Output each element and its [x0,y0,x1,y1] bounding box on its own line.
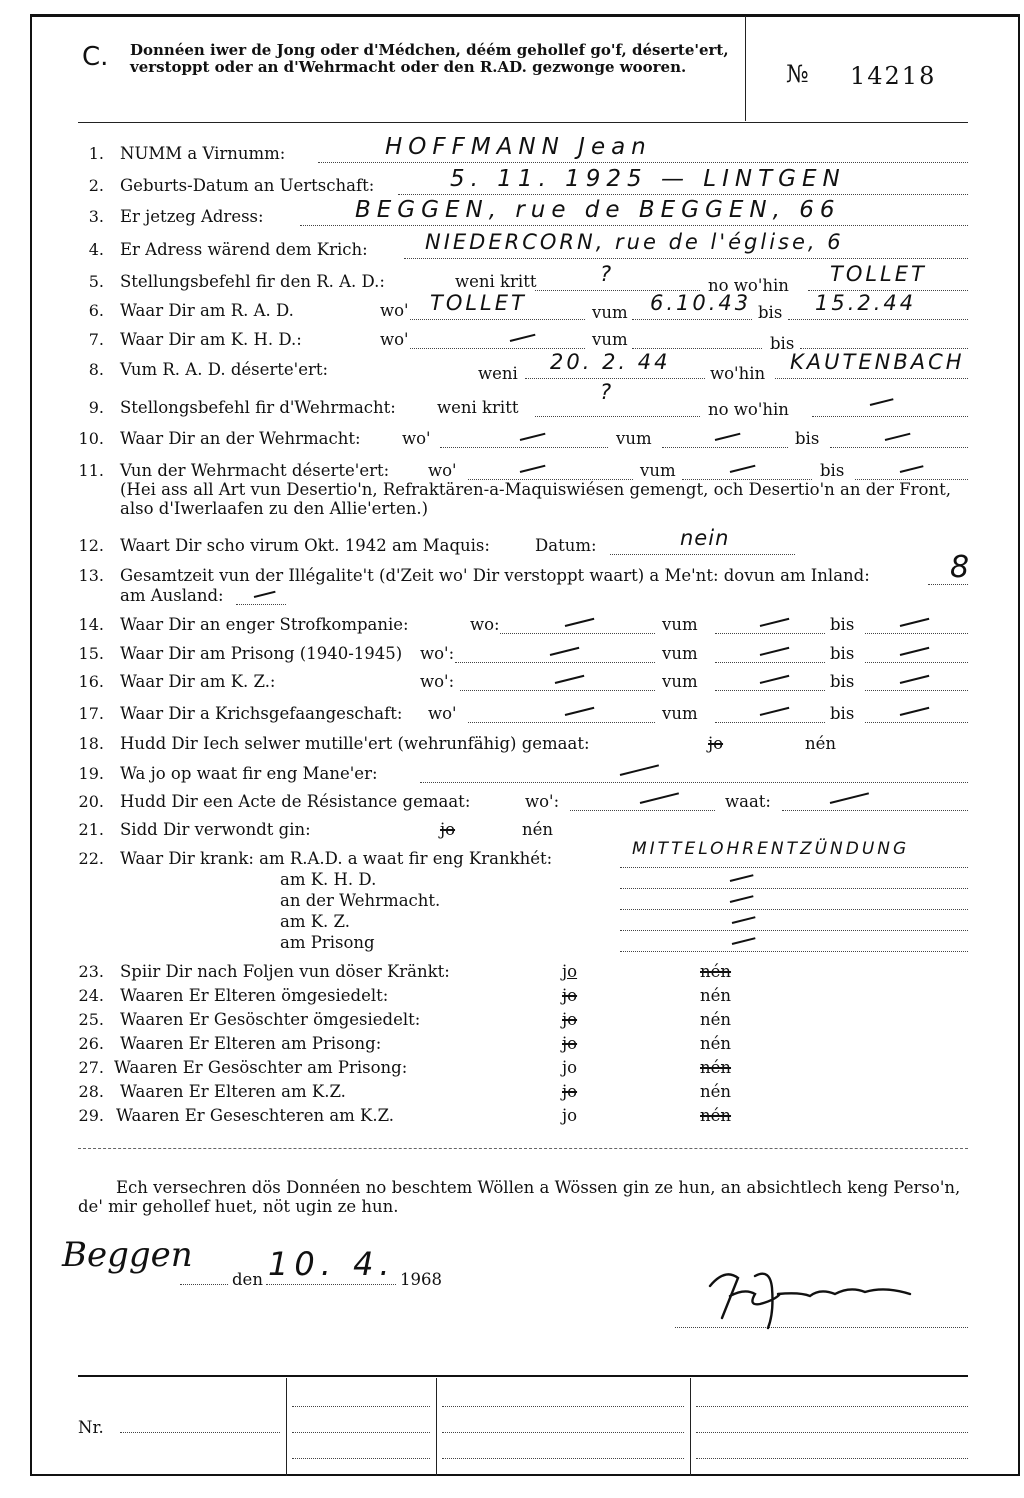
row-number: 1. [88,144,104,163]
row-label: Waaren Er Geseschteren am K.Z. [116,1106,395,1125]
row-label: Gesamtzeit vun der Illégalite't (d'Zeit wo' Dir verstoppt waart) a Me'nt: dovun am Inland: [120,566,870,585]
signature-place: Beggen [62,1235,193,1275]
year-label: 1968 [400,1270,442,1289]
row-3 [0,197,1024,227]
row-number: 23. [78,962,104,981]
field-line[interactable] [460,668,655,691]
from-label: vum [662,704,698,723]
row-number: 4. [88,240,104,259]
answer-yes[interactable]: jo [562,1034,578,1053]
sub-label: am K. Z. [280,912,350,931]
row-label: Waaren Er Elteren am Prisong: [120,1034,382,1053]
row-number: 24. [78,986,104,1005]
row-29 [0,1102,1024,1126]
where-label: wo' [402,429,431,448]
answer-yes[interactable]: jo [708,734,724,753]
field-line[interactable] [468,457,633,480]
row-24 [0,982,1024,1006]
den-label: den [232,1270,263,1289]
answer-no[interactable]: nén [805,734,837,753]
footer-field[interactable] [442,1384,684,1407]
row-8 [0,350,1024,383]
row-label: Wa jo op waat fir eng Mane'er: [120,764,378,783]
row-22-sub-4 [0,929,1024,953]
field-line[interactable] [812,394,968,417]
row-label: am Ausland: [120,586,224,605]
footer-field[interactable] [442,1410,684,1433]
field-value-birth: 5. 11. 1925 — LINTGEN [450,166,846,192]
from-label: vum [662,615,698,634]
answer-yes[interactable]: jo [562,986,578,1005]
row-10 [0,425,1024,449]
date-label: Datum: [535,536,597,555]
row-4 [0,230,1024,260]
answer-yes[interactable]: jo [440,820,456,839]
nr-label: Nr. [78,1418,104,1437]
to-label: bis [795,429,820,448]
field-line[interactable] [620,866,968,889]
row-label: Vum R. A. D. déserte'ert: [120,360,329,379]
desertion-note: (Hei ass all Art vun Desertio'n, Refraktären-a-Maquiswiésen gemengt, och Desertio'n an der Front, also d'Iwerlaafen zu den Allie'erten.) [120,480,951,518]
row-number: 28. [78,1082,104,1101]
where-label: wo' [428,461,457,480]
field-value: 20. 2. 44 [550,350,671,374]
row-label: Spiir Dir nach Foljen vun döser Kränkt: [120,962,450,981]
section-letter: C. [82,42,109,72]
row-label: Vun der Wehrmacht déserte'ert: [120,461,390,480]
when-label: weni kritt [437,398,519,417]
row-label: Stellongsbefehl fir d'Wehrmacht: [120,398,396,417]
row-20 [0,788,1024,812]
row-label: Waaren Er Gesöschter am Prisong: [114,1058,408,1077]
row-label: Waar Dir am Prisong (1940-1945) [120,644,403,663]
field-value: 8 [950,550,976,585]
from-label: vum [662,644,698,663]
answer-no[interactable]: nén [700,1010,732,1029]
where-label: no wo'hin [708,400,789,419]
row-25 [0,1006,1024,1030]
row-number: 17. [78,704,104,723]
to-label: bis [758,303,783,322]
where-label: no wo'hin [708,276,789,295]
answer-yes[interactable]: jo [562,1106,578,1125]
row-label: Waar Dir an enger Strofkompanie: [120,615,409,634]
answer-no[interactable]: nén [700,1058,732,1077]
where-label: wo: [470,615,500,634]
nr-field[interactable] [120,1410,280,1433]
header-rule [78,122,968,123]
declaration-text: Ech versechren dös Donnéen no beschtem Wöllen a Wössen gin ze hun, an absichtlech keng Perso'n, de' mir gehollef huet, nöt ugin ze hun. [78,1178,961,1216]
answer-no[interactable]: nén [700,962,732,981]
when-label: weni kritt [455,272,537,291]
row-number: 3. [88,207,104,226]
field-line[interactable] [570,788,715,811]
footer-field[interactable] [292,1410,430,1433]
row-13-abroad [0,582,1024,606]
footer-field[interactable] [696,1384,968,1407]
sub-label: am K. H. D. [280,870,377,889]
answer-yes[interactable]: jo [562,962,578,981]
row-14 [0,611,1024,635]
answer-no[interactable]: nén [522,820,554,839]
row-label: Waaren Er Gesöschter ömgesiedelt: [120,1010,421,1029]
row-label: Waar Dir krank: am R.A.D. a waat fir eng Krankhét: [120,849,553,868]
row-11 [0,457,1024,481]
when-label: weni [478,364,518,383]
footer-col-1 [286,1378,287,1476]
row-28 [0,1078,1024,1102]
where-label: wo': [420,644,455,663]
footer-field[interactable] [292,1436,430,1459]
row-number: 16. [78,672,104,691]
row-23 [0,958,1024,982]
from-label: vum [592,330,628,349]
field-line[interactable] [782,788,968,811]
answer-no[interactable]: nén [700,1034,732,1053]
field-value: ? [600,262,615,286]
row-label: Geburts-Datum an Uertschaft: [120,176,375,195]
row-label: Hudd Dir een Acte de Résistance gemaat: [120,792,471,811]
row-number: 8. [88,360,104,379]
row-label: Hudd Dir Iech selwer mutille'ert (wehrunfähig) gemaat: [120,734,590,753]
header-divider [745,16,746,121]
row-7 [0,326,1024,353]
to-label: bis [830,704,855,723]
row-label: Sidd Dir verwondt gin: [120,820,311,839]
answer-yes[interactable]: jo [562,1082,578,1101]
row-number: 9. [88,398,104,417]
from-label: vum [592,303,628,322]
row-9 [0,380,1024,419]
footer-field[interactable] [696,1410,968,1433]
where-label: wo' [380,330,409,349]
to-label: bis [770,334,795,353]
row-12 [0,526,1024,556]
field-value: ? [600,380,615,404]
field-line[interactable] [620,908,968,931]
field-value: 6.10.43 [650,291,752,315]
row-label: Waaren Er Elteren ömgesiedelt: [120,986,389,1005]
row-number: 15. [78,644,104,663]
to-label: bis [830,672,855,691]
row-number: 22. [78,849,104,868]
section-divider [78,1148,968,1149]
field-value-war-address: NIEDERCORN, rue de l'église, 6 [425,230,844,254]
row-number: 10. [78,429,104,448]
row-label: Waar Dir a Krichsgefaangeschaft: [120,704,403,723]
row-number: 2. [88,176,104,195]
row-number: 20. [78,792,104,811]
row-number: 5. [88,272,104,291]
row-number: 27. [78,1058,104,1077]
row-5 [0,262,1024,295]
row-number: 19. [78,764,104,783]
row-number: 21. [78,820,104,839]
signature-icon [700,1258,930,1333]
answer-yes[interactable]: jo [562,1010,578,1029]
row-label: Waar Dir am K. Z.: [120,672,276,691]
place-line[interactable] [180,1262,228,1285]
row-number: 13. [78,566,104,585]
row-number: 12. [78,536,104,555]
from-label: vum [640,461,676,480]
footer-field[interactable] [442,1436,684,1459]
to-label: bis [830,644,855,663]
row-label: Stellungsbefehl fir den R. A. D.: [120,272,385,291]
row-number: 14. [78,615,104,634]
form-number: 14218 [850,62,937,90]
row-18 [0,730,1024,754]
where-label: wo'hin [710,364,766,383]
answer-no[interactable]: nén [700,986,732,1005]
field-value: KAUTENBACH [790,350,965,374]
field-line[interactable] [800,326,968,349]
row-17 [0,700,1024,724]
field-value: 15.2.44 [815,291,917,315]
sub-label: am Prisong [280,933,375,952]
number-label: № [786,60,811,88]
row-2 [0,166,1024,196]
field-value-illness: MITTELOHRENTZÜNDUNG [632,839,910,859]
row-label: Waar Dir am R. A. D. [120,301,294,320]
row-label: Er jetzeg Adress: [120,207,264,226]
row-21 [0,816,1024,840]
where-label: wo': [420,672,455,691]
row-label: Waart Dir scho virum Okt. 1942 am Maquis: [120,536,490,555]
row-15 [0,640,1024,664]
row-number: 6. [88,301,104,320]
form-title: Donnéen iwer de Jong oder d'Médchen, déém gehollef go'f, déserte'ert, verstoppt oder an d'Wehrmacht oder den R.AD. gezwonge wooren. [130,41,729,76]
what-label: waat: [725,792,771,811]
row-label: Er Adress wärend dem Krich: [120,240,368,259]
row-number: 29. [78,1106,104,1125]
field-line[interactable] [535,268,700,291]
field-line[interactable] [410,326,585,349]
row-26 [0,1030,1024,1054]
field-value: TOLLET [430,291,527,315]
row-number: 11. [78,461,104,480]
row-19 [0,760,1024,784]
row-label: Waar Dir am K. H. D.: [120,330,302,349]
answer-no[interactable]: nén [700,1082,732,1101]
from-label: vum [616,429,652,448]
row-16 [0,668,1024,692]
field-value: TOLLET [830,262,927,286]
to-label: bis [820,461,845,480]
where-label: wo': [525,792,560,811]
to-label: bis [830,615,855,634]
field-line[interactable] [620,929,968,952]
field-line[interactable] [468,700,655,723]
footer-field[interactable] [292,1384,430,1407]
row-number: 26. [78,1034,104,1053]
footer-rule [78,1375,968,1377]
field-line[interactable] [420,760,968,783]
field-line[interactable] [440,425,608,448]
row-label: NUMM a Virnumm: [120,144,286,163]
row-number: 7. [88,330,104,349]
field-value-name: HOFFMANN Jean [385,134,652,160]
footer-col-2 [436,1378,437,1476]
row-label: Waar Dir an der Wehrmacht: [120,429,361,448]
from-label: vum [662,672,698,691]
where-label: wo' [380,301,409,320]
row-6 [0,291,1024,322]
row-number: 25. [78,1010,104,1029]
row-label: Waaren Er Elteren am K.Z. [120,1082,346,1101]
footer-field[interactable] [696,1436,968,1459]
sub-label: an der Wehrmacht. [280,891,441,910]
row-27 [0,1054,1024,1078]
footer-col-3 [690,1378,691,1476]
signature-date: 10. 4. [268,1245,396,1283]
where-label: wo' [428,704,457,723]
row-1 [0,134,1024,164]
field-line[interactable] [620,887,968,910]
field-value: nein [680,526,730,550]
field-value-address: BEGGEN, rue de BEGGEN, 66 [355,197,841,223]
field-line[interactable] [535,394,700,417]
answer-no[interactable]: nén [700,1106,732,1125]
field-line[interactable] [632,326,762,349]
answer-yes[interactable]: jo [562,1058,578,1077]
row-number: 18. [78,734,104,753]
